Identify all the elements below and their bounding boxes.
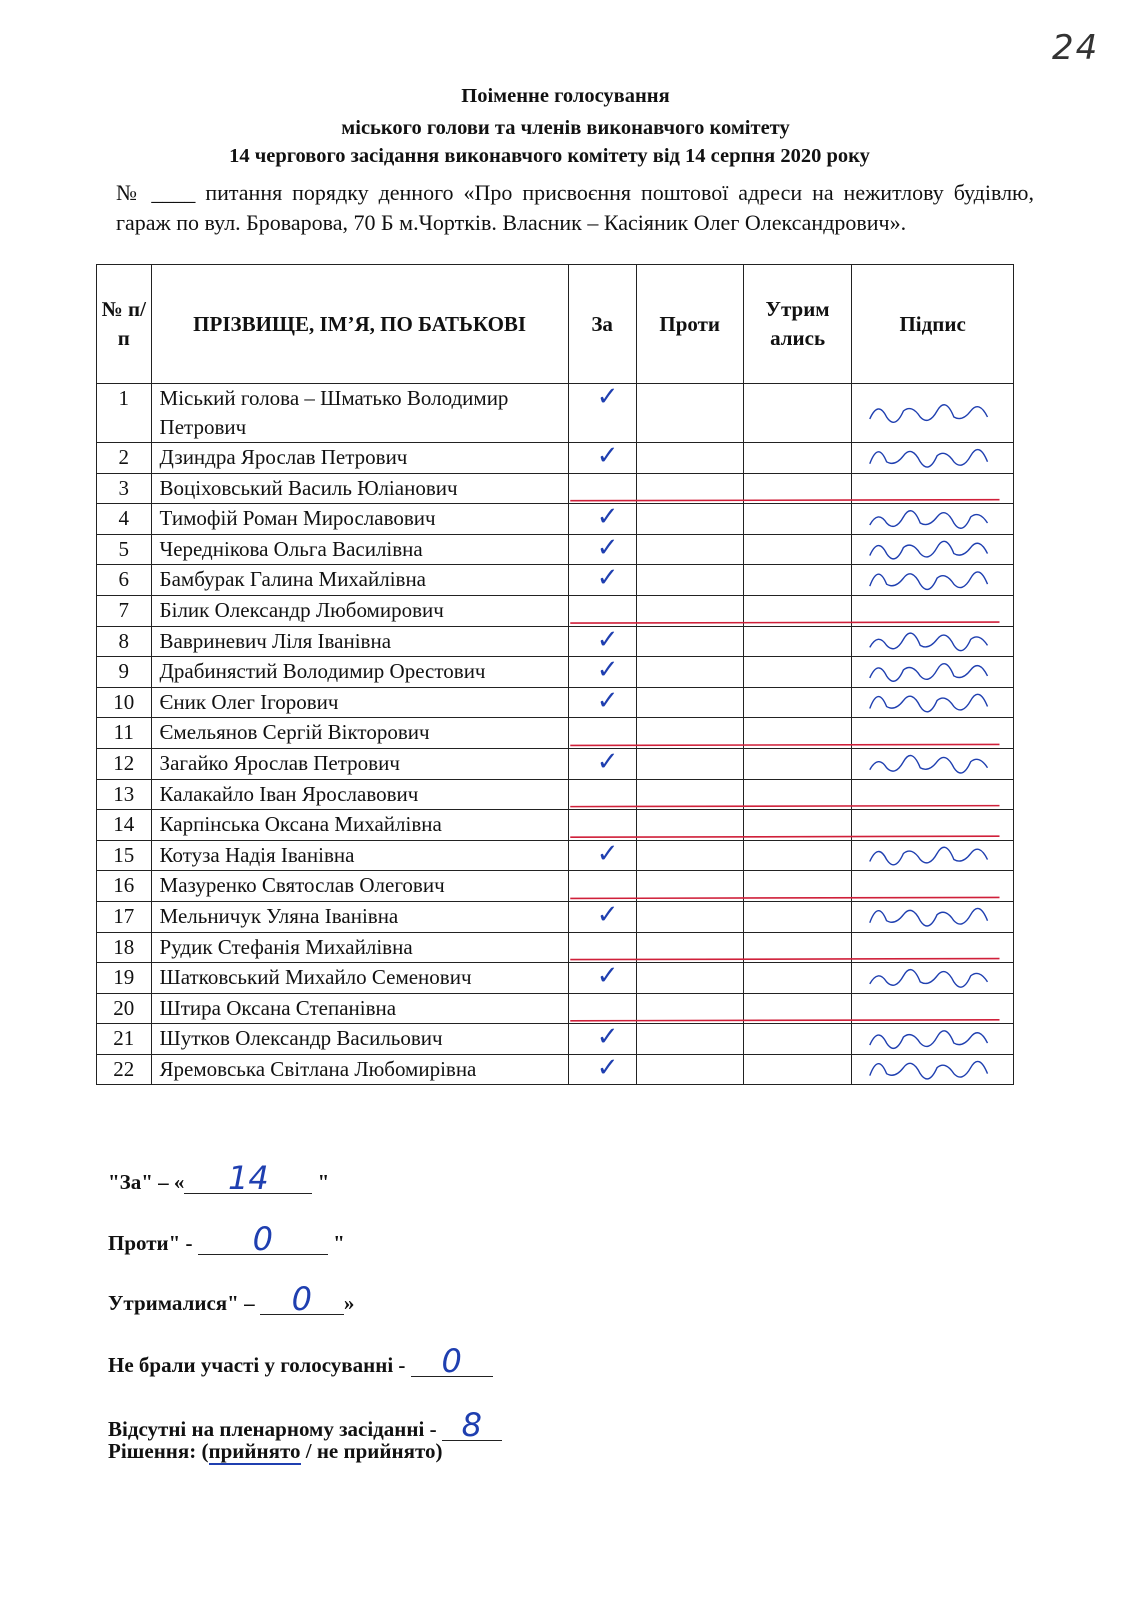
signature-cell xyxy=(852,504,1014,535)
member-name: Загайко Ярослав Петрович xyxy=(151,748,568,779)
meeting-line: 14 чергового засідання виконавчого комітету від 14 серпня 2020 року xyxy=(229,145,870,167)
vote-for-cell xyxy=(568,443,636,474)
check-mark-icon: ✓ xyxy=(596,838,619,869)
summary-not-participated xyxy=(108,1342,493,1380)
row-number: 9 xyxy=(97,657,152,688)
table-row xyxy=(97,963,1014,994)
signature-cell xyxy=(852,779,1014,810)
signature-cell xyxy=(852,657,1014,688)
summary-abstained-end: » xyxy=(343,1291,355,1315)
signature-cell xyxy=(852,626,1014,657)
vote-abstained-cell xyxy=(743,657,851,688)
vote-for-cell xyxy=(568,657,636,688)
check-mark-icon: ✓ xyxy=(596,655,619,686)
row-number: 1 xyxy=(97,384,152,443)
table-row xyxy=(97,840,1014,871)
vote-abstained-cell xyxy=(743,443,851,474)
vote-for-cell xyxy=(568,810,636,841)
vote-abstained-cell xyxy=(743,504,851,535)
signature-cell xyxy=(852,840,1014,871)
decision-label: Рішення: ( xyxy=(108,1439,209,1463)
vote-abstained-cell xyxy=(743,687,851,718)
vote-abstained-cell xyxy=(743,473,851,504)
table-row xyxy=(97,534,1014,565)
vote-against-cell xyxy=(636,993,743,1024)
row-number: 20 xyxy=(97,993,152,1024)
summary-abstained xyxy=(108,1280,355,1318)
table-row xyxy=(97,932,1014,963)
check-mark-icon: ✓ xyxy=(596,502,619,533)
vote-for-cell xyxy=(568,1054,636,1085)
summary-for-end: " xyxy=(312,1170,330,1194)
vote-abstained-cell xyxy=(743,718,851,749)
summary-abstained-label: Утрималися" – xyxy=(108,1291,260,1315)
vote-abstained-cell xyxy=(743,1054,851,1085)
vote-abstained-cell xyxy=(743,1024,851,1055)
vote-against-cell xyxy=(636,534,743,565)
summary-absent-value: 8 xyxy=(442,1410,502,1441)
vote-for-cell xyxy=(568,748,636,779)
vote-for-cell xyxy=(568,963,636,994)
vote-against-cell xyxy=(636,963,743,994)
row-number: 21 xyxy=(97,1024,152,1055)
table-row xyxy=(97,810,1014,841)
summary-for-value: 14 xyxy=(184,1163,312,1194)
row-number: 6 xyxy=(97,565,152,596)
roll-call-table xyxy=(96,264,1014,1085)
row-number: 5 xyxy=(97,534,152,565)
summary-not-participated-value: 0 xyxy=(411,1346,493,1377)
member-name: Штира Оксана Степанівна xyxy=(151,993,568,1024)
vote-abstained-cell xyxy=(743,810,851,841)
table-row xyxy=(97,993,1014,1024)
row-number: 14 xyxy=(97,810,152,841)
check-mark-icon: ✓ xyxy=(596,563,619,594)
check-mark-icon: ✓ xyxy=(596,685,619,716)
vote-against-cell xyxy=(636,810,743,841)
header-abstained: Утрим ались xyxy=(743,265,851,384)
vote-against-cell xyxy=(636,384,743,443)
table-row xyxy=(97,595,1014,626)
vote-for-cell xyxy=(568,779,636,810)
signature-cell xyxy=(852,384,1014,443)
vote-against-cell xyxy=(636,1024,743,1055)
table-row xyxy=(97,473,1014,504)
row-number: 2 xyxy=(97,443,152,474)
summary-for xyxy=(108,1159,330,1197)
check-mark-icon: ✓ xyxy=(596,899,619,930)
signature-cell xyxy=(852,748,1014,779)
row-number: 4 xyxy=(97,504,152,535)
table-row xyxy=(97,718,1014,749)
row-number: 10 xyxy=(97,687,152,718)
summary-against-label: Проти" - xyxy=(108,1231,198,1255)
table-body xyxy=(97,384,1014,1085)
vote-against-cell xyxy=(636,779,743,810)
vote-abstained-cell xyxy=(743,534,851,565)
signature-cell xyxy=(852,871,1014,902)
vote-against-cell xyxy=(636,1054,743,1085)
table-row xyxy=(97,871,1014,902)
signature-cell xyxy=(852,932,1014,963)
vote-against-cell xyxy=(636,504,743,535)
vote-for-cell xyxy=(568,1024,636,1055)
document-title: Поіменне голосування xyxy=(461,85,670,107)
member-name: Єник Олег Ігорович xyxy=(151,687,568,718)
summary-against xyxy=(108,1220,345,1258)
check-mark-icon: ✓ xyxy=(596,746,619,777)
signature-cell xyxy=(852,443,1014,474)
row-number: 3 xyxy=(97,473,152,504)
signature-cell xyxy=(852,595,1014,626)
member-name: Ємельянов Сергій Вікторович xyxy=(151,718,568,749)
member-name: Шатковський Михайло Семенович xyxy=(151,963,568,994)
vote-against-cell xyxy=(636,687,743,718)
check-mark-icon: ✓ xyxy=(596,382,619,412)
signature-cell xyxy=(852,534,1014,565)
member-name: Калакайло Іван Ярославович xyxy=(151,779,568,810)
row-number: 18 xyxy=(97,932,152,963)
table-row xyxy=(97,901,1014,932)
vote-abstained-cell xyxy=(743,748,851,779)
vote-abstained-cell xyxy=(743,565,851,596)
row-number: 12 xyxy=(97,748,152,779)
row-number: 11 xyxy=(97,718,152,749)
member-name: Дзиндра Ярослав Петрович xyxy=(151,443,568,474)
vote-against-cell xyxy=(636,657,743,688)
header-signature: Підпис xyxy=(852,265,1014,384)
vote-against-cell xyxy=(636,565,743,596)
vote-against-cell xyxy=(636,473,743,504)
vote-abstained-cell xyxy=(743,840,851,871)
member-name: Рудик Стефанія Михайлівна xyxy=(151,932,568,963)
vote-abstained-cell xyxy=(743,595,851,626)
header-number: № п/ п xyxy=(97,265,152,384)
signature-cell xyxy=(852,718,1014,749)
table-row xyxy=(97,384,1014,443)
check-mark-icon: ✓ xyxy=(596,961,619,992)
vote-for-cell xyxy=(568,473,636,504)
summary-decision xyxy=(108,1438,442,1464)
check-mark-icon: ✓ xyxy=(596,1022,619,1053)
summary-absent-label: Відсутні на пленарному засіданні - xyxy=(108,1417,442,1441)
signature-cell xyxy=(852,473,1014,504)
vote-against-cell xyxy=(636,443,743,474)
row-number: 7 xyxy=(97,595,152,626)
vote-abstained-cell xyxy=(743,932,851,963)
signature-cell xyxy=(852,963,1014,994)
member-name: Вавриневич Ліля Іванівна xyxy=(151,626,568,657)
row-number: 13 xyxy=(97,779,152,810)
vote-for-cell xyxy=(568,871,636,902)
member-name: Воціховський Василь Юліанович xyxy=(151,473,568,504)
vote-against-cell xyxy=(636,901,743,932)
row-number: 17 xyxy=(97,901,152,932)
table-row xyxy=(97,504,1014,535)
vote-for-cell xyxy=(568,840,636,871)
vote-abstained-cell xyxy=(743,871,851,902)
vote-for-cell xyxy=(568,565,636,596)
vote-for-cell xyxy=(568,687,636,718)
row-number: 22 xyxy=(97,1054,152,1085)
summary-abstained-value: 0 xyxy=(260,1284,344,1315)
summary-against-end: " xyxy=(327,1231,345,1255)
member-name: Драбинястий Володимир Орестович xyxy=(151,657,568,688)
summary-against-value: 0 xyxy=(198,1224,328,1255)
signature-cell xyxy=(852,901,1014,932)
table-row xyxy=(97,779,1014,810)
row-number: 19 xyxy=(97,963,152,994)
signature-cell xyxy=(852,1054,1014,1085)
check-mark-icon: ✓ xyxy=(596,532,619,563)
signature-cell xyxy=(852,810,1014,841)
member-name: Череднікова Ольга Василівна xyxy=(151,534,568,565)
vote-against-cell xyxy=(636,840,743,871)
check-mark-icon: ✓ xyxy=(596,441,619,471)
page-number: 24 xyxy=(1052,28,1100,68)
member-name: Мазуренко Святослав Олегович xyxy=(151,871,568,902)
vote-for-cell xyxy=(568,534,636,565)
member-name: Білик Олександр Любомирович xyxy=(151,595,568,626)
member-name: Котуза Надія Іванівна xyxy=(151,840,568,871)
vote-for-cell xyxy=(568,901,636,932)
member-name: Мельничук Уляна Іванівна xyxy=(151,901,568,932)
summary-not-participated-label: Не брали участі у голосуванні - xyxy=(108,1353,411,1377)
vote-abstained-cell xyxy=(743,626,851,657)
vote-against-cell xyxy=(636,626,743,657)
vote-for-cell xyxy=(568,504,636,535)
table-row xyxy=(97,687,1014,718)
vote-abstained-cell xyxy=(743,901,851,932)
vote-for-cell xyxy=(568,718,636,749)
vote-against-cell xyxy=(636,748,743,779)
table-row xyxy=(97,626,1014,657)
vote-abstained-cell xyxy=(743,384,851,443)
table-row xyxy=(97,565,1014,596)
vote-abstained-cell xyxy=(743,779,851,810)
member-name: Бамбурак Галина Михайлівна xyxy=(151,565,568,596)
member-name: Яремовська Світлана Любомирівна xyxy=(151,1054,568,1085)
vote-against-cell xyxy=(636,718,743,749)
vote-for-cell xyxy=(568,384,636,443)
vote-for-cell xyxy=(568,993,636,1024)
signature-cell xyxy=(852,565,1014,596)
header-name: ПРІЗВИЩЕ, ІМ’Я, ПО БАТЬКОВІ xyxy=(151,265,568,384)
check-mark-icon: ✓ xyxy=(596,1052,619,1083)
summary-for-label: "За" – « xyxy=(108,1170,185,1194)
table-row xyxy=(97,1054,1014,1085)
table-row xyxy=(97,748,1014,779)
header-for: За xyxy=(568,265,636,384)
member-name: Тимофій Роман Мирославович xyxy=(151,504,568,535)
check-mark-icon: ✓ xyxy=(596,624,619,655)
vote-abstained-cell xyxy=(743,963,851,994)
document-subtitle: міського голови та членів виконавчого комітету xyxy=(341,117,790,139)
decision-accepted: прийнято xyxy=(208,1439,301,1463)
table-row xyxy=(97,1024,1014,1055)
vote-for-cell xyxy=(568,932,636,963)
table-header-row xyxy=(97,265,1014,384)
vote-against-cell xyxy=(636,871,743,902)
vote-abstained-cell xyxy=(743,993,851,1024)
row-number: 15 xyxy=(97,840,152,871)
row-number: 16 xyxy=(97,871,152,902)
signature-cell xyxy=(852,1024,1014,1055)
vote-against-cell xyxy=(636,932,743,963)
vote-for-cell xyxy=(568,595,636,626)
header-against: Проти xyxy=(636,265,743,384)
table-row xyxy=(97,443,1014,474)
signature-cell xyxy=(852,993,1014,1024)
vote-for-cell xyxy=(568,626,636,657)
member-name: Карпінська Оксана Михайлівна xyxy=(151,810,568,841)
agenda-item-text: № ____ питання порядку денного «Про присвоєння поштової адреси на нежитлову будівлю, гараж по вул. Броварова, 70 Б м.Чортків. Власник – Касіяник Олег Олександрович». xyxy=(116,180,1034,235)
table-row xyxy=(97,657,1014,688)
signature-cell xyxy=(852,687,1014,718)
row-number: 8 xyxy=(97,626,152,657)
decision-rest: / не прийнято) xyxy=(300,1439,443,1463)
member-name: Міський голова – Шматько Володимир Петрович xyxy=(151,384,568,443)
vote-against-cell xyxy=(636,595,743,626)
member-name: Шутков Олександр Васильович xyxy=(151,1024,568,1055)
